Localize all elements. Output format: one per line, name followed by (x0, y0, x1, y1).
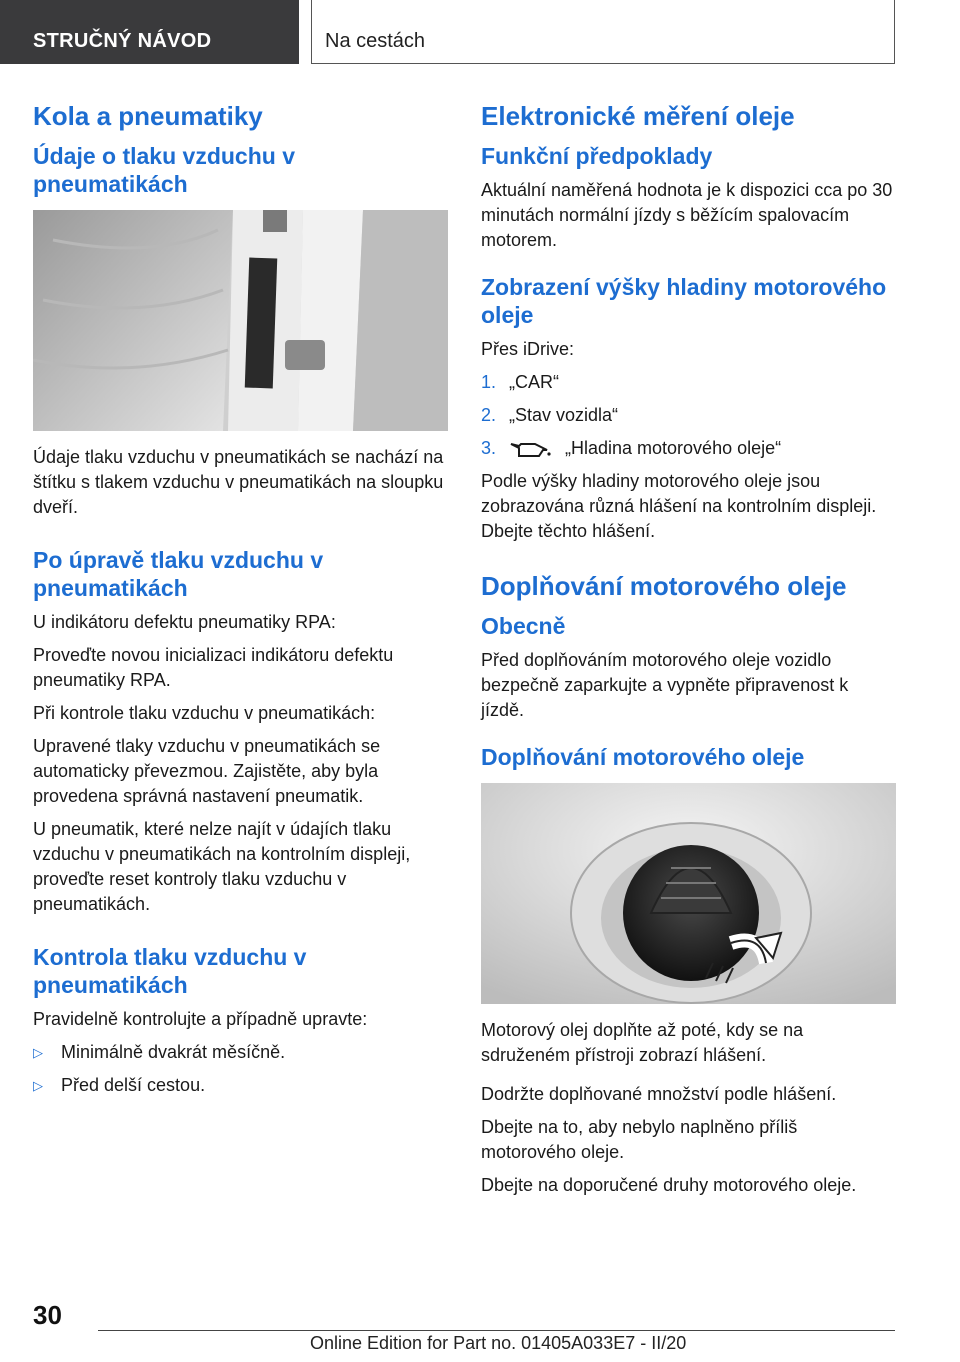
paragraph: Upravené tlaky vzduchu v pneumatikách se automaticky převezmou. Zajistěte, aby byla provedena správná nastavení pneumatik. (33, 736, 381, 806)
section-title-wheels: Kola a pneumatiky (33, 101, 263, 131)
oil-can-icon (509, 440, 553, 458)
paragraph: Aktuální naměřená hodnota je k dispozici cca po 30 minutách normální jízdy s běžícím spalovacím motorem. (481, 180, 893, 250)
heading-prerequisites: Funkční předpoklady (481, 143, 713, 169)
right-column (481, 100, 896, 1206)
section-title-oil-refill: Doplňování motorového oleje (481, 571, 847, 601)
left-column (33, 100, 448, 1106)
list-item: 1. „CAR“ (481, 372, 559, 392)
paragraph: Dbejte na doporučené druhy motorového oleje. (481, 1175, 857, 1195)
paragraph: Před doplňováním motorového oleje vozidlo bezpečně zaparkujte a vypněte připravenost k jízdě. (481, 650, 849, 720)
paragraph: Přes iDrive: (481, 339, 575, 359)
paragraph: Dodržte doplňované množství podle hlášení. (481, 1084, 837, 1104)
heading-tire-pressure-data: Údaje o tlaku vzduchu v pneumatikách (33, 143, 295, 197)
bullet-list (33, 1040, 448, 1098)
chapter-header: Na cestách (311, 0, 895, 64)
paragraph: Motorový olej doplňte až poté, kdy se na sdruženém přístroji zobrazí hlášení. (481, 1020, 804, 1065)
list-item: ▷ Před delší cestou. (33, 1073, 448, 1098)
heading-after-adjusting: Po úpravě tlaku vzduchu v pneumatikách (33, 547, 324, 601)
paragraph: Proveďte novou inicializaci indikátoru defektu pneumatiky RPA. (33, 645, 394, 690)
list-item: 2. „Stav vozidla“ (481, 405, 619, 425)
list-item: ▷ Minimálně dvakrát měsíčně. (33, 1040, 448, 1065)
paragraph: U indikátoru defektu pneumatiky RPA: (33, 612, 336, 632)
page-number: 30 (33, 1300, 62, 1330)
edition-text: Online Edition for Part no. 01405A033E7 - II/20 (310, 1333, 687, 1353)
heading-oil-level-display: Zobrazení výšky hladiny motorového oleje (481, 274, 887, 328)
paragraph: U pneumatik, které nelze najít v údajích tlaku vzduchu v pneumatikách na kontrolním displeji, proveďte reset kontroly tlaku vzduchu v pneumatikách. (33, 819, 411, 914)
paragraph: Podle výšky hladiny motorového oleje jsou zobrazována různá hlášení na kontrolním displeji. Dbejte těchto hlášení. (481, 471, 877, 541)
footer-edition (310, 1333, 686, 1354)
section-tab: STRUČNÝ NÁVOD (0, 0, 299, 64)
section-title-oil-measurement: Elektronické měření oleje (481, 101, 795, 131)
heading-general: Obecně (481, 613, 566, 639)
paragraph: Pravidelně kontrolujte a případně upravte: (33, 1009, 368, 1029)
oil-cap-image (481, 783, 896, 1004)
paragraph: Při kontrole tlaku vzduchu v pneumatikách: (33, 703, 376, 723)
tire-pressure-location-text: Údaje tlaku vzduchu v pneumatikách se nachází na štítku s tlakem vzduchu v pneumatikách na sloupku dveří. (33, 447, 444, 517)
footer-divider (98, 1330, 895, 1331)
steps-list (481, 370, 896, 461)
heading-oil-refill: Doplňování motorového oleje (481, 744, 805, 770)
triangle-bullet-icon: ▷ (33, 1045, 43, 1060)
heading-check-pressure: Kontrola tlaku vzduchu v pneumatikách (33, 944, 307, 998)
triangle-bullet-icon: ▷ (33, 1078, 43, 1093)
list-item: 3. „Hladina motorového oleje“ (481, 438, 782, 458)
door-pillar-image (33, 210, 448, 431)
paragraph: Dbejte na to, aby nebylo naplněno příliš motorového oleje. (481, 1117, 798, 1162)
